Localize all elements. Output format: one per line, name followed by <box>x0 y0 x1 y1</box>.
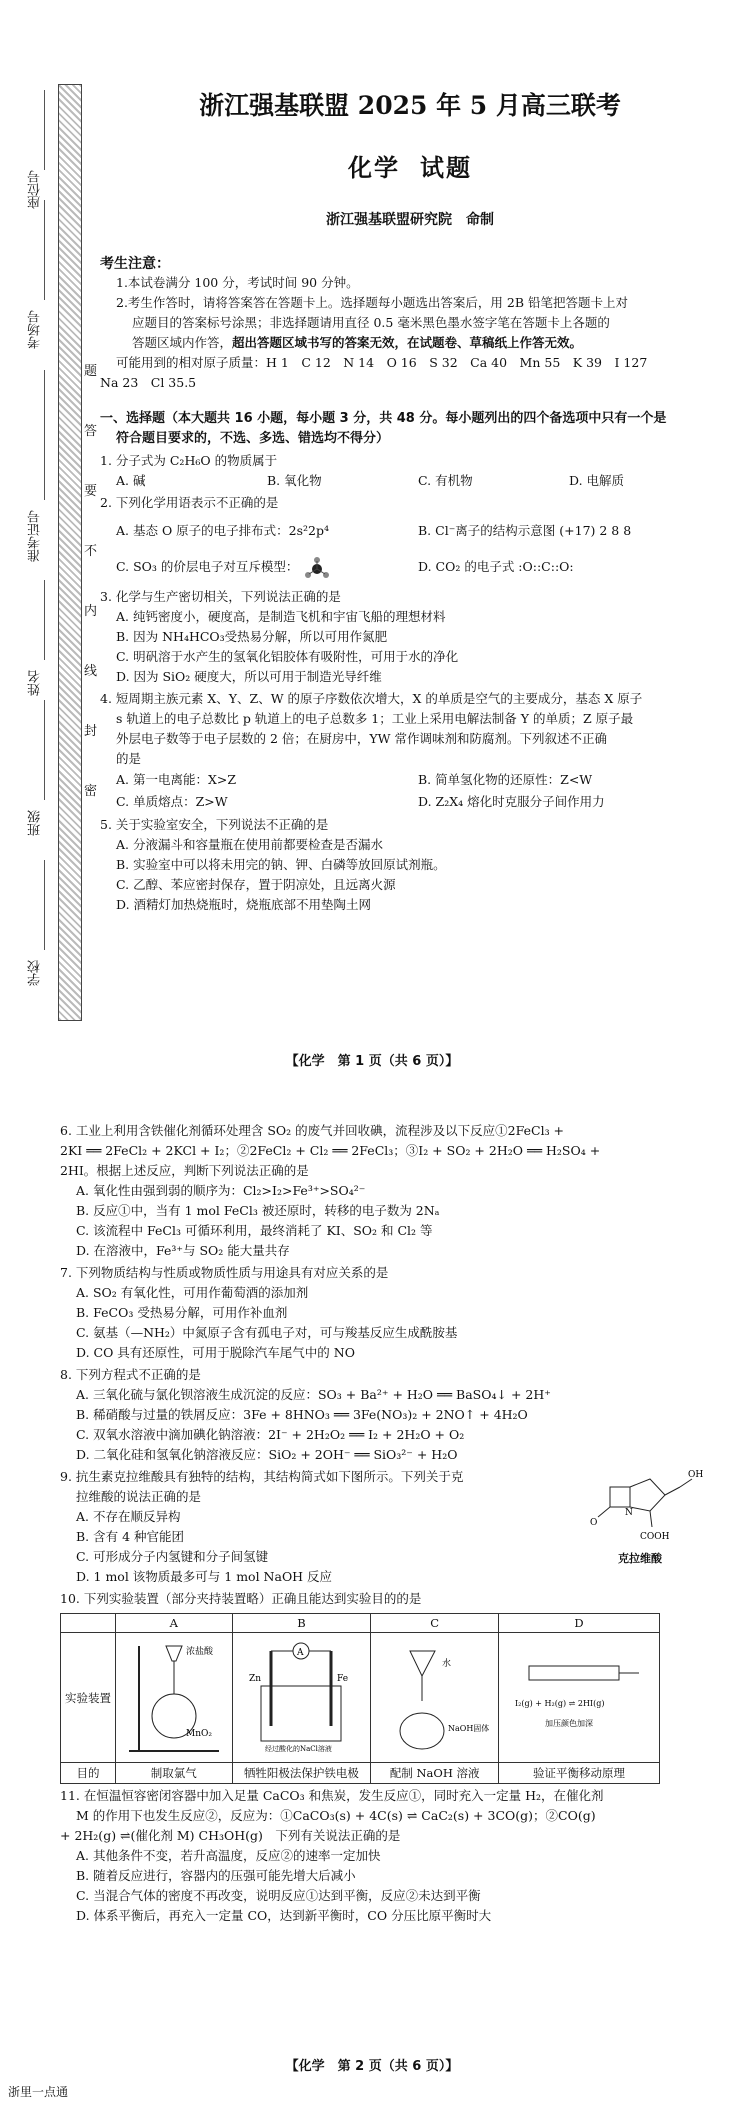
question-1: 1. 分子式为 C₂H₆O 的物质属于 <box>100 453 278 468</box>
question-1-options: A. 碱 B. 氧化物 C. 有机物 D. 电解质 <box>116 473 625 488</box>
question-8: 8. 下列方程式不正确的是 <box>60 1367 201 1382</box>
exam-title: 浙江强基联盟 2025 年 5 月高三联考 <box>199 91 621 120</box>
molecule-icon <box>580 1467 704 1547</box>
class-label: 班级 <box>28 810 43 836</box>
room-label: 考场号 <box>28 310 43 349</box>
question-7: 7. 下列物质结构与性质或物质性质与用途具有对应关系的是 <box>60 1265 389 1280</box>
svg-text:Zn: Zn <box>249 1674 262 1684</box>
question-11: 11. 在恒温恒容密闭容器中加入足量 CaCO₃ 和焦炭，发生反应①，同时充入一定量 H₂，在催化剂 <box>60 1788 604 1803</box>
svg-text:浓盐酸: 浓盐酸 <box>185 1647 213 1657</box>
watermark: 浙里一点通 <box>8 2085 69 2099</box>
svg-text:O: O <box>590 1518 598 1528</box>
syringe-icon <box>509 1636 649 1756</box>
volumetric-flask-icon <box>380 1636 490 1756</box>
electrolysis-icon <box>241 1636 361 1756</box>
page-2-content: 6. 工业上利用含铁催化剂循环处理含 SO₂ 的废气并回收碘，流程涉及以下反应①2FeCl₃ + 2KI ══ 2FeCl₂ + 2KCl + I₂；②2FeCl₂ + Cl₂ ══ 2FeCl₃；③I₂ + SO₂ + 2H₂O ══ H₂SO₄ + 2HI。根据上述反应，判断下列说法正确的是 A. 氧化性由强到弱的顺序为：Cl₂>I₂>Fe³⁺>SO₄²⁻ B. 反应①中，当有 1 mol FeCl₃ 被还原时，转移的电子数为 2Nₐ C. 该流程中 FeCl₃ 可循环利用，最终消耗了 KI、SO₂ 和 Cl₂ 等 D. 在溶液中，Fe³⁺与 SO₂ 能大量共存 7. 下列物质结构与性质或物质性质与用途具有对应关系的是 A. SO₂ 有氧化性，可用作葡萄酒的添加剂 B. FeCO₃ 受热易分解，可用作补血剂 C. 氨基（—NH₂）中氮原子含有孤电子对，可与羧基反应生成酰胺基 D. CO 具有还原性，可用于脱除汽车尾气中的 NO 8. 下列方程式不正确的是 A. 三氧化硫与氯化钡溶液生成沉淀的反应：SO₃ + Ba²⁺ + H₂O ══ BaSO₄↓ + 2H⁺ B. 稀硝酸与过量的铁屑反应：3Fe + 8HNO₃ ══ 3Fe(NO₃)₂ + 2NO↑ + 4H₂O C. 双氧水溶液中滴加碘化钠溶液：2I⁻ + 2H₂O₂ ══ I₂ + 2H₂O + O₂ D. 二氧化硅和氢氧化钠溶液反应：SiO₂ + 2OH⁻ ══ SiO₃²⁻ + H₂O 9. 抗生素克拉维酸具有独特的结构，其结构简式如下图所示。下列关于克 拉维酸的说法正确的是 A. 不存在顺反异构 B. 含有 4 种官能团 C. 可形成分子内氢键和分子间氢键 D. 1 mol 该物质最多可与 1 mol NaOH 反应 OH COOH O N 克拉维酸 10. 下列实验装置（部分夹持装置略）正确且能达到实验目的的是 A B C D 实验装置 浓盐酸 MnO₂ A Zn Fe 经过酸化的NaCl溶液 水 NaOH固体 I₂(g) + H₂(g) ⇌ 2HI(g) 加压颜色加深 目的 制取氯气 牺牲阳极法保护铁电极 配制 NaOH 溶液 验证平衡移动原理 11. 在恒温恒容密闭容器中加入足量 CaCO₃ 和焦炭，发生反应①，同时充入一定量 H₂，在催化剂 M 的作用下也发生反应②，反应为：①CaCO₃(s) + 4C(s) ⇌ CaC₂(s) + 3CO(g)；②CO(g) + 2H₂(g) ⇌(催化剂 M) CH₃OH(g) 下列有关说法正确的是 A. 其他条件不变，若升高温度，反应②的速率一定加快 B. 随着反应进行，容器内的压强可能先增大后减小 C. 当混合气体的密度不再改变，说明反应①达到平衡，反应②未达到平衡 D. 体系平衡后，再充入一定量 CO，达到新平衡时，CO 分压比原平衡时大 <box>60 1123 704 1923</box>
atomic-mass: 可能用到的相对原子质量：H 1 C 12 N 14 O 16 S 32 Ca 40 Mn 55 K 39 I 127 <box>116 355 648 370</box>
seal-char: 答 <box>84 424 98 439</box>
question-2-options: A. 基态 O 原子的电子排布式：2s²2p⁴ B. Cl⁻离子的结构示意图 (+17) 2 8 8 <box>116 523 632 538</box>
notice-heading: 考生注意： <box>100 256 170 272</box>
school-label: 学校 <box>28 960 43 986</box>
svg-text:COOH: COOH <box>640 1532 670 1542</box>
notice-item: 应题目的答案标号涂黑；非选择题请用直径 0.5 毫米黑色墨水签字笔在答题卡上各题的 <box>132 315 610 330</box>
seal-char: 要 <box>84 484 98 499</box>
svg-text:NaOH固体: NaOH固体 <box>447 1724 489 1733</box>
question-2-options: C. SO₃ 的价层电子对互斥模型： D. CO₂ 的电子式 :O::C::O: <box>100 549 720 585</box>
page-1-content: 浙江强基联盟 2025 年 5 月高三联考 化学 试题 浙江强基联盟研究院 命制 考生注意： 1.本试卷满分 100 分，考试时间 90 分钟。 2.考生作答时，请将答案答在答题卡上。选择题每小题选出答案后，用 2B 铅笔把答题卡上对 应题目的答案标号涂黑；非选择题请用直径 0.5 毫米黑色墨水签字笔在答题卡上各题的 答题区域内作答，超出答题区域书写的答案无效，在试题卷、草稿纸上作答无效。 可能用到的相对原子质量：H 1 C 12 N 14 O 16 S 32 Ca 40 Mn 55 K 39 I 127 Na 23 Cl 35.5 一、选择题（本大题共 16 小题，每小题 3 分，共 48 分。每小题列出的四个备选项中只有一个是 符合题目要求的，不选、多选、错选均不得分） 1. 分子式为 C₂H₆O 的物质属于 A. 碱 B. 氧化物 C. 有机物 D. 电解质 2. 下列化学用语表示不正确的是 A. 基态 O 原子的电子排布式：2s²2p⁴ B. Cl⁻离子的结构示意图 (+17) 2 8 8 C. SO₃ 的价层电子对互斥模型： D. CO₂ 的电子式 :O::C::O: 3. 化学与生产密切相关，下列说法正确的是 A. 纯钙密度小，硬度高，是制造飞机和宇宙飞船的理想材料 B. 因为 NH₄HCO₃受热易分解，所以可用作氮肥 C. 明矾溶于水产生的氢氧化铝胶体有吸附性，可用于水的净化 D. 因为 SiO₂ 硬度大，所以可用于制造光导纤维 4. 短周期主族元素 X、Y、Z、W 的原子序数依次增大，X 的单质是空气的主要成分，基态 X 原子 s 轨道上的电子总数比 p 轨道上的电子总数多 1；工业上采用电解法制备 Y 的单质；Z 原子最 外层电子数等于电子层数的 2 倍；在厨房中，YW 常作调味剂和防腐剂。下列叙述不正确 的是 A. 第一电离能：X>Z B. 简单氢化物的还原性：Z<W C. 单质熔点：Z>W D. Z₂X₄ 熔化时克服分子间作用力 5. 关于实验室安全，下列说法不正确的是 A. 分液漏斗和容量瓶在使用前都要检查是否漏水 B. 实验室中可以将未用完的钠、钾、白磷等放回原试剂瓶。 C. 乙醇、苯应密封保存，置于阴凉处，且远离火源 D. 酒精灯加热烧瓶时，烧瓶底部不用垫陶土网 <box>100 0 720 915</box>
subject-title: 化学 试题 <box>348 153 472 182</box>
svg-text:A: A <box>297 1648 304 1658</box>
apparatus-c <box>371 1633 499 1763</box>
vsepr-model-icon <box>302 557 332 579</box>
page-footer: 【化学 第 1 页（共 6 页）】 <box>285 1054 459 1069</box>
svg-text:经过酸化的NaCl溶液: 经过酸化的NaCl溶液 <box>265 1745 333 1753</box>
seal-char: 密 <box>84 784 98 799</box>
seal-char: 线 <box>84 664 98 679</box>
question-3: 3. 化学与生产密切相关，下列说法正确的是 <box>100 589 341 604</box>
question-2: 2. 下列化学用语表示不正确的是 <box>100 495 279 510</box>
section-heading: 符合题目要求的，不选、多选、错选均不得分） <box>116 431 390 446</box>
name-label: 姓名 <box>28 670 43 696</box>
seal-char: 不 <box>84 544 98 559</box>
question-6: 6. 工业上利用含铁催化剂循环处理含 SO₂ 的废气并回收碘，流程涉及以下反应①2FeCl₃ + <box>60 1123 565 1138</box>
svg-text:I₂(g) + H₂(g) ⇌ 2HI(g): I₂(g) + H₂(g) ⇌ 2HI(g) <box>515 1699 605 1708</box>
seal-char: 题 <box>84 364 98 379</box>
seat-label: 座位号 <box>28 170 43 209</box>
apparatus-a <box>116 1633 233 1763</box>
atomic-mass: Na 23 Cl 35.5 <box>100 375 197 390</box>
question-10: 10. 下列实验装置（部分夹持装置略）正确且能达到实验目的的是 <box>60 1591 422 1606</box>
page-footer: 【化学 第 2 页（共 6 页）】 <box>285 2059 459 2074</box>
experiment-table: A B C D 实验装置 浓盐酸 MnO₂ A Zn Fe 经过酸化的NaCl溶液 水 NaOH固体 I₂(g) + H₂(g) ⇌ 2HI(g) 加压颜色加深 目的 制取氯气 牺牲阳极法保护铁电极 配制 NaOH 溶液 验证平衡移动原理 <box>60 1613 660 1784</box>
flask-icon <box>124 1636 224 1756</box>
apparatus-b <box>232 1633 371 1763</box>
question-5: 5. 关于实验室安全，下列说法不正确的是 <box>100 817 329 832</box>
svg-text:MnO₂: MnO₂ <box>185 1729 212 1739</box>
section-heading: 一、选择题（本大题共 16 小题，每小题 3 分，共 48 分。每小题列出的四个备选项中只有一个是 <box>100 411 667 426</box>
question-4: 4. 短周期主族元素 X、Y、Z、W 的原子序数依次增大，X 的单质是空气的主要成分，基态 X 原子 <box>100 691 643 706</box>
clavulanic-acid-structure: OH COOH O N 克拉维酸 <box>580 1467 700 1566</box>
svg-text:Fe: Fe <box>337 1674 349 1684</box>
svg-text:水: 水 <box>441 1659 451 1669</box>
seal-char: 封 <box>84 724 98 739</box>
apparatus-d <box>499 1633 660 1763</box>
question-9-block: 9. 抗生素克拉维酸具有独特的结构，其结构简式如下图所示。下列关于克 拉维酸的说法正确的是 A. 不存在顺反异构 B. 含有 4 种官能团 C. 可形成分子内氢键和分子间氢键 D. 1 mol 该物质最多可与 1 mol NaOH 反应 OH COOH O N 克拉维酸 <box>60 1469 704 1584</box>
binding-strip <box>58 84 82 1021</box>
question-9: 9. 抗生素克拉维酸具有独特的结构，其结构简式如下图所示。下列关于克 <box>60 1469 464 1484</box>
notice-item: 2.考生作答时，请将答案答在答题卡上。选择题每小题选出答案后，用 2B 铅笔把答题卡上对 <box>116 295 629 310</box>
page-2 <box>0 1075 744 2104</box>
svg-text:N: N <box>625 1508 633 1518</box>
svg-text:加压颜色加深: 加压颜色加深 <box>545 1719 593 1728</box>
svg-text:OH: OH <box>688 1470 704 1480</box>
ticket-label: 准考证号 <box>28 510 43 562</box>
seal-char: 内 <box>84 604 98 619</box>
notice-item: 1.本试卷满分 100 分，考试时间 90 分钟。 <box>116 275 359 290</box>
notice-item: 答题区域内作答，超出答题区域书写的答案无效，在试题卷、草稿纸上作答无效。 <box>132 335 583 350</box>
maker: 浙江强基联盟研究院 命制 <box>326 212 494 228</box>
